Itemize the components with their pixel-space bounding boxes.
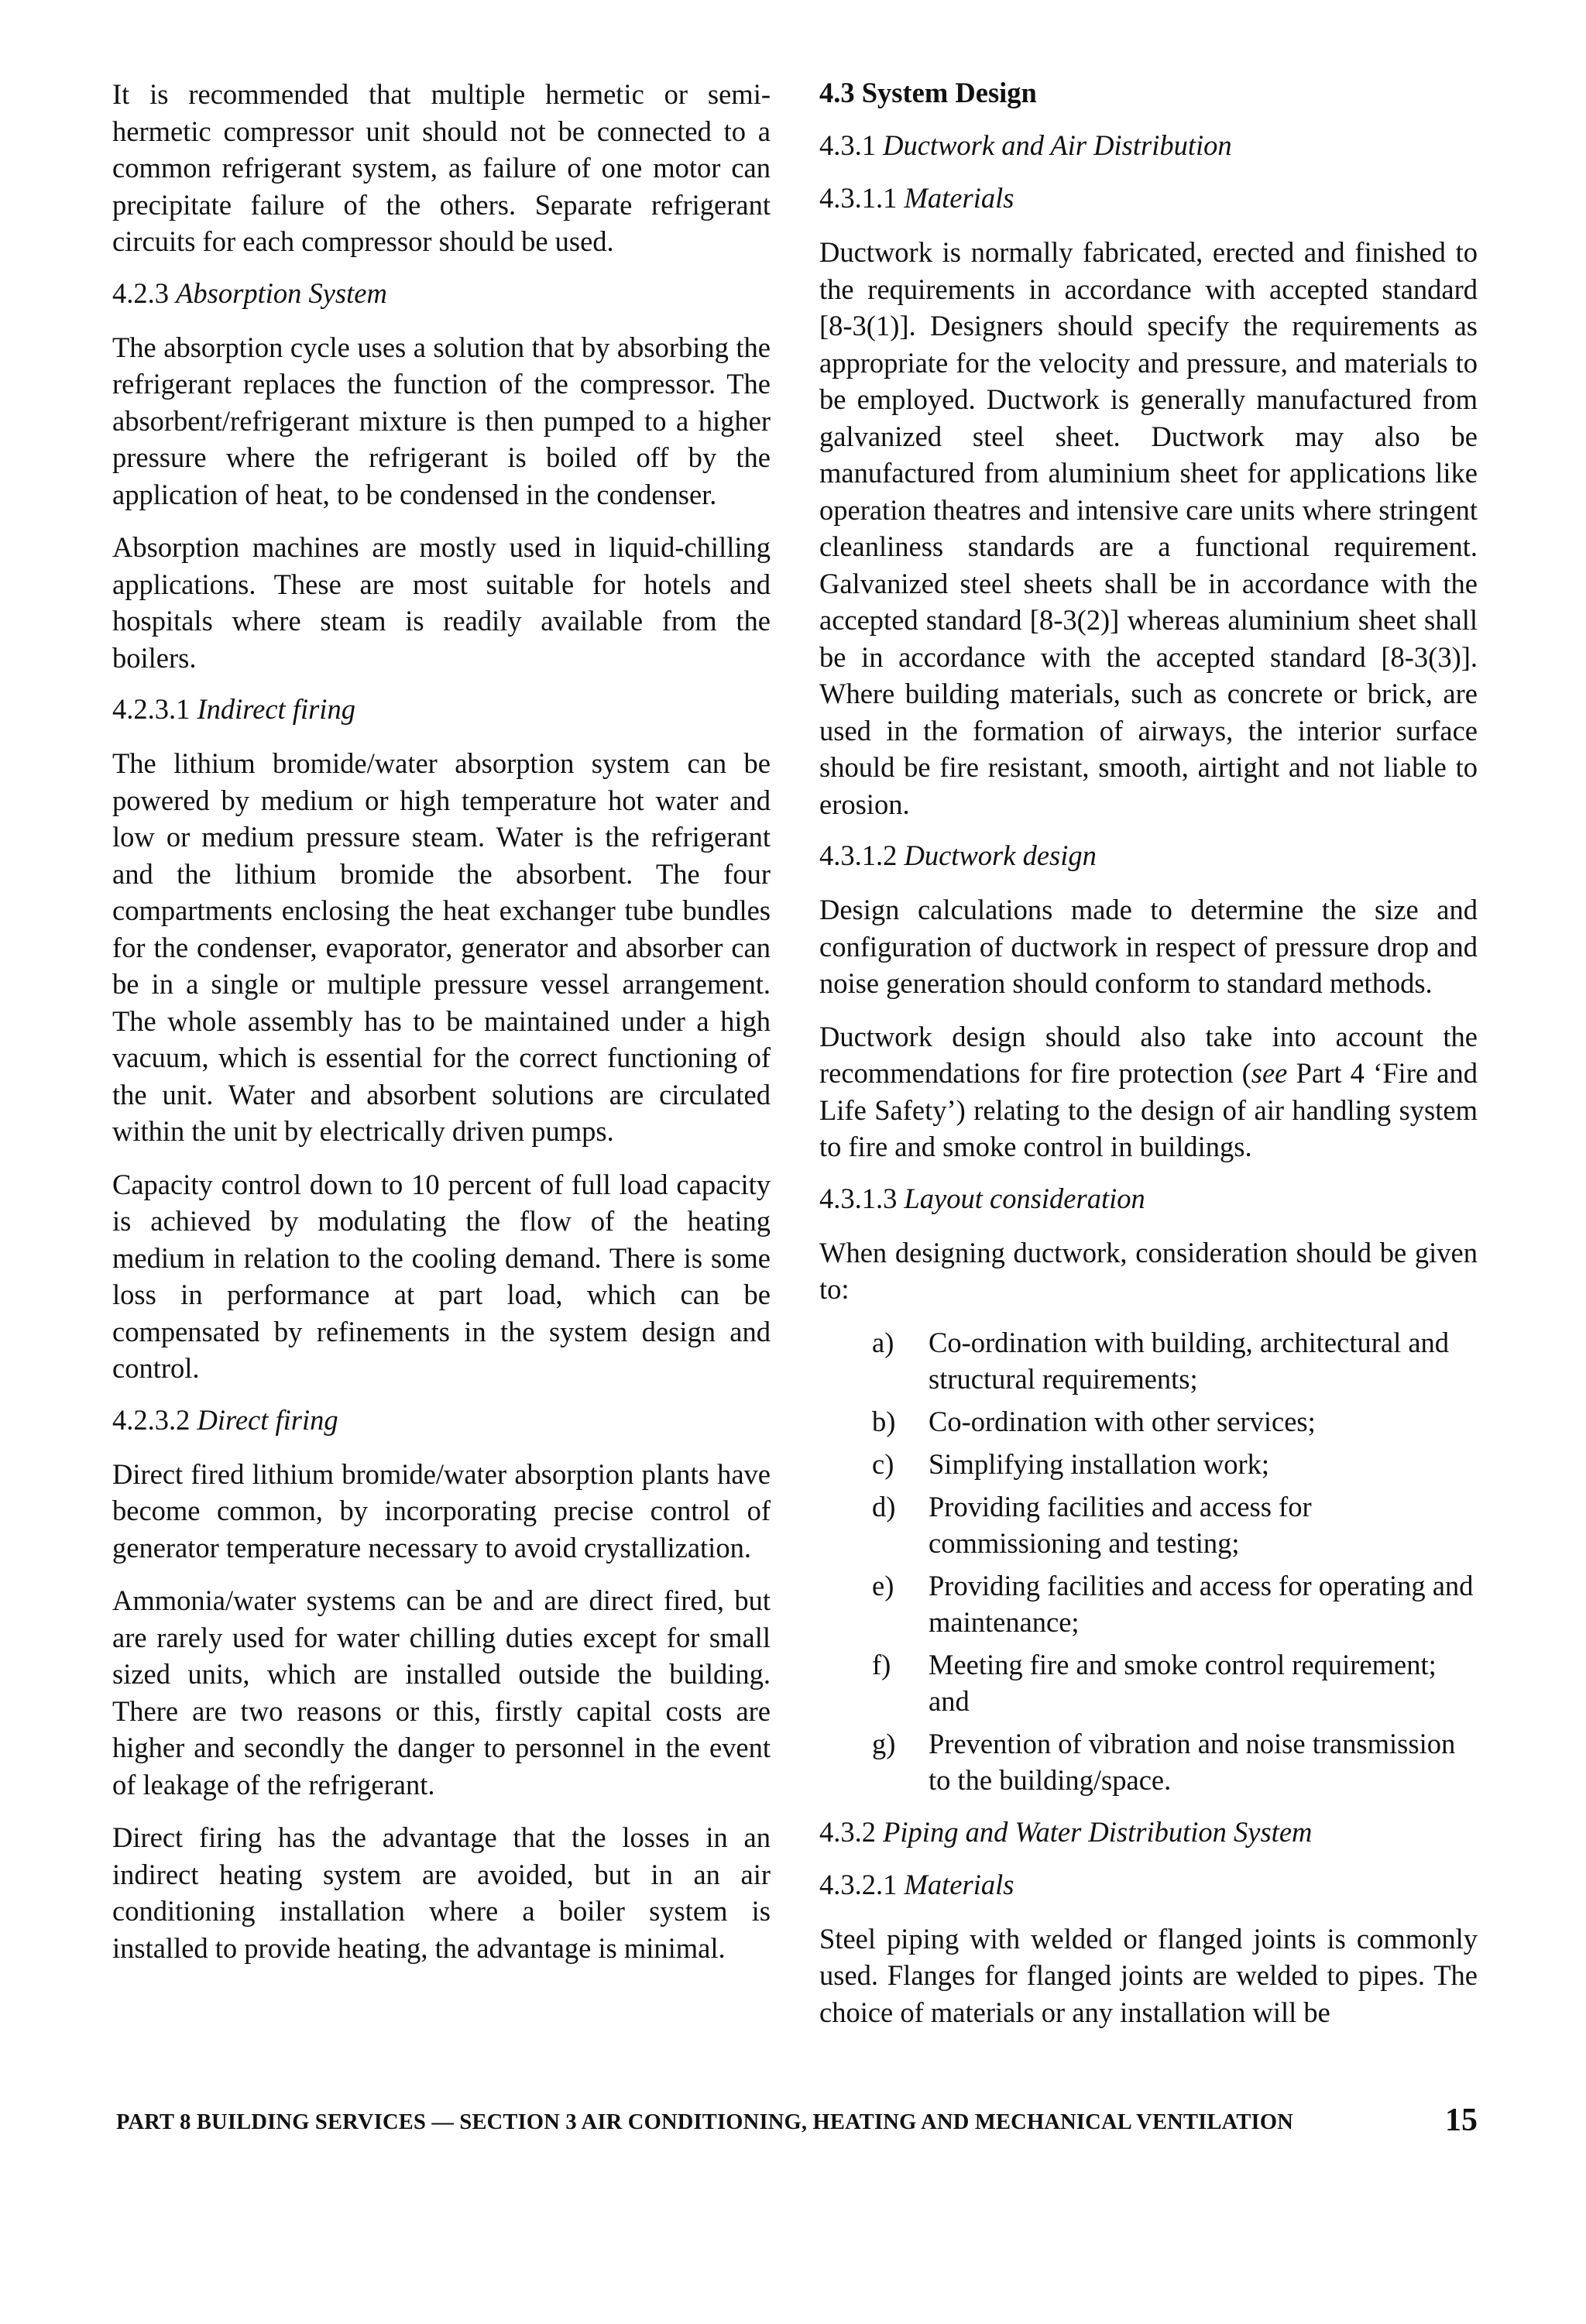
paragraph: Direct firing has the advantage that the losses in an indirect heating system are avoided, but in an air conditioning installation where a boiler system is installed to provide heating, the advantage is minimal. [112,1821,771,1964]
heading-4-3-1 [819,129,1478,163]
list-item [872,1403,1478,1440]
paragraph: Capacity control down to 10 percent of full load capacity is achieved by modulating the flow of the heating medium in relation to the cooling demand. There is some loss in performance at part load, which can be compensated by refinements in the system design and control. [112,1168,771,1384]
heading-title: Absorption System [176,276,387,309]
list-item [872,1446,1478,1482]
heading-title: Materials [904,1868,1014,1900]
paragraph: Direct fired lithium bromide/water absorption plants have become common, by incorporating precise control of generator temperature necessary to avoid crystallization. [112,1457,771,1564]
list-item-text: Simplifying installation work; [929,1447,1270,1480]
heading-number: 4.3.1 [819,129,876,161]
list-item [872,1567,1478,1640]
list-item [872,1725,1478,1798]
heading-title: Ductwork design [904,839,1097,871]
paragraph: Steel piping with welded or flanged joints is commonly used. Flanges for flanged joints are welded to pipes. The choice of materials or any installation will be [819,1922,1478,2028]
paragraph: Design calculations made to determine the size and configuration of ductwork in respect of pressure drop and noise generation should conform to standard methods. [819,894,1478,999]
heading-4-2-3 [112,276,771,311]
list-item-text: Meeting fire and smoke control requirement; and [929,1648,1437,1717]
list-marker: a) [872,1326,894,1358]
list-item [872,1488,1478,1561]
paragraph: When designing ductwork, consideration should be given to: [819,1236,1478,1305]
right-column [819,76,1478,2047]
heading-number: 4.2.3 [112,276,169,309]
paragraph: Absorption machines are mostly used in liquid-chilling applications. These are most suitable for hotels and hospitals where steam is readily available from the boilers. [112,531,771,674]
list-item-text: Co-ordination with building, architectural and structural requirements; [929,1326,1450,1395]
page-footer: PART 8 BUILDING SERVICES — SECTION 3 AIR CONDITIONING, HEATING AND MECHANICAL VENTILATION [116,2110,1293,2134]
paragraph: Ductwork is normally fabricated, erected and finished to the requirements in accordance with accepted standard [8-3(1)]. Designers should specify the requirements as appropriate for the velocity and pressure, and materials to be employed. Ductwork is generally manufactured from galvanized steel sheet. Ductwork may also be manufactured from aluminium sheet for applications like operation theatres and intensive care units where stringent cleanliness standards are a functional requirement. Galvanized steel sheets shall be in accordance with the accepted standard [8-3(2)] whereas aluminium sheet shall be in accordance with the accepted standard [8-3(3)]. Where building materials, such as concrete or brick, are used in the formation of airways, the interior surface should be fire resistant, smooth, airtight and not liable to erosion. [819,236,1478,820]
heading-title: Layout consideration [904,1182,1145,1214]
heading-4-3-1-1 [819,181,1478,215]
heading-title: Materials [904,182,1014,214]
paragraph: The lithium bromide/water absorption system can be powered by medium or high temperature hot water and low or medium pressure steam. Water is the refrigerant and the lithium bromide the absorbent. The four compartments enclosing the heat exchanger tube bundles for the condenser, evaporator, generator and absorber can be in a single or multiple pressure vessel arrangement. The whole assembly has to be maintained under a high vacuum, which is essential for the correct functioning of the unit. Water and absorbent solutions are circulated within the unit by electrically driven pumps. [112,747,771,1147]
heading-4-3: 4.3 System Design [819,77,1037,108]
heading-number: 4.2.3.2 [112,1403,191,1436]
paragraph-text: Part 4 ‘Fire and Life Safety’) relating to the design of air handling system to fire and smoke control in buildings. [819,1057,1478,1162]
list-marker: c) [872,1447,894,1480]
heading-4-3-2-1 [819,1868,1478,1902]
heading-4-2-3-2 [112,1403,771,1437]
list-marker: e) [872,1569,894,1601]
heading-4-3-2 [819,1815,1478,1849]
heading-4-3-1-3 [819,1182,1478,1216]
page-number: 15 [1445,2103,1478,2138]
list-item [872,1646,1478,1719]
heading-number: 4.3.2.1 [819,1868,898,1900]
heading-title: Piping and Water Distribution System [883,1815,1313,1848]
heading-number: 4.3.1.1 [819,182,898,214]
heading-number: 4.3.2 [819,1815,876,1848]
heading-title: Direct firing [197,1403,338,1436]
paragraph: Ammonia/water systems can be and are direct fired, but are rarely used for water chilling duties except for small sized units, which are installed outside the building. There are two reasons or this, firstly capital costs are higher and secondly the danger to personnel in the event of leakage of the refrigerant. [112,1584,771,1800]
paragraph-text: Ductwork design should also take into account the recommendations for fire protection ( [819,1020,1478,1089]
see-reference: see [1251,1057,1288,1089]
list-marker: g) [872,1727,896,1759]
heading-title: Indirect firing [197,693,355,725]
list-item-text: Providing facilities and access for operating and maintenance; [929,1569,1474,1638]
heading-number: 4.3.1.2 [819,839,898,871]
consideration-list [819,1324,1478,1798]
heading-number: 4.3.1.3 [819,1182,898,1214]
paragraph: The absorption cycle uses a solution that by absorbing the refrigerant replaces the function of the compressor. The absorbent/refrigerant mixture is then pumped to a higher pressure where the refrigerant is boiled off by the application of heat, to be condensed in the condenser. [112,331,771,510]
list-item [872,1324,1478,1397]
heading-title: Ductwork and Air Distribution [883,129,1232,161]
heading-4-2-3-1 [112,692,771,726]
heading-4-3-1-2 [819,839,1478,873]
list-item-text: Co-ordination with other services; [929,1405,1316,1437]
list-marker: d) [872,1490,896,1522]
list-item-text: Providing facilities and access for commissioning and testing; [929,1490,1312,1559]
list-item-text: Prevention of vibration and noise transmission to the building/space. [929,1727,1456,1796]
left-column [112,76,771,1982]
heading-number: 4.2.3.1 [112,693,191,725]
list-marker: b) [872,1405,896,1437]
list-marker: f) [872,1648,891,1680]
paragraph [819,1018,1478,1165]
paragraph: It is recommended that multiple hermetic or semi-hermetic compressor unit should not be connected to a common refrigerant system, as failure of one motor can precipitate failure of the others. Separate refrigerant circuits for each compressor should be used. [112,78,771,257]
